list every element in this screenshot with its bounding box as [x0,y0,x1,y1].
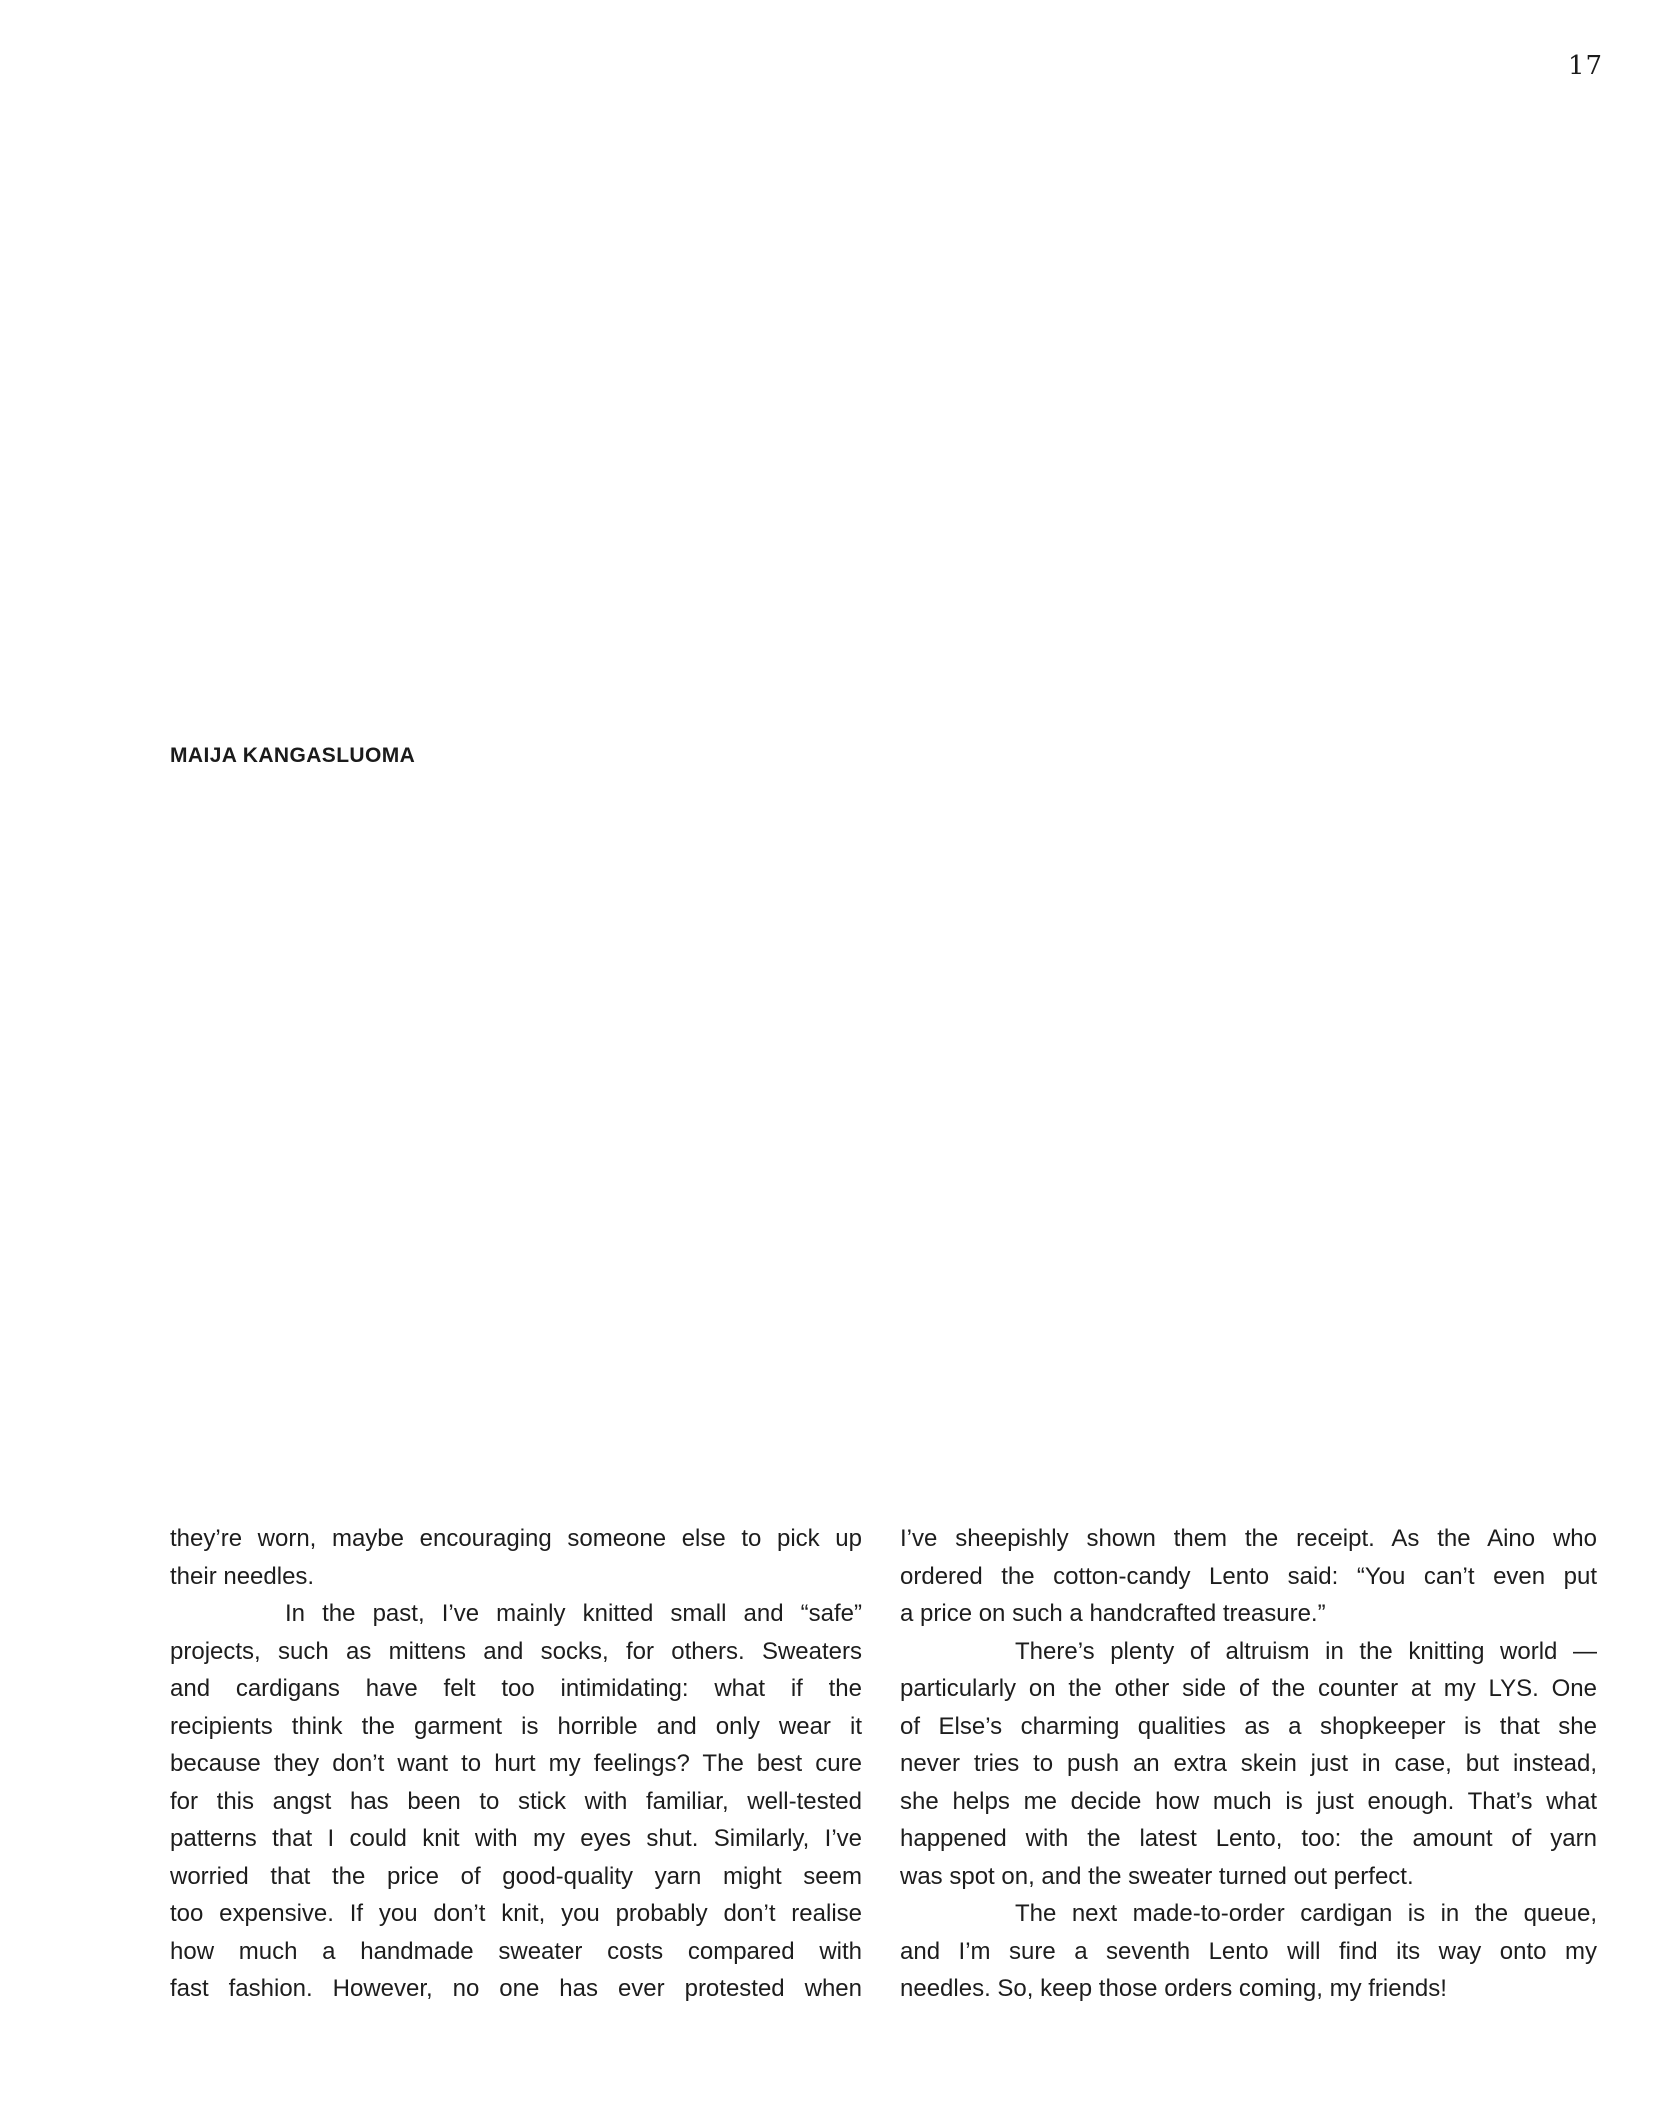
text-line: she helps me decide how much is just enough. That’s what [900,1787,1597,1815]
text-line: of Else’s charming qualities as a shopkeeper is that she [900,1712,1597,1740]
text-column-left [170,1520,862,2008]
article-body [170,1520,1597,2008]
text-line: needles. So, keep those orders coming, my friends! [900,1975,1447,2002]
text-line: a price on such a handcrafted treasure.” [900,1600,1326,1627]
text-line: fast fashion. However, no one has ever protested when [170,1975,862,2002]
text-line: The next made-to-order cardigan is in the queue, [1015,1900,1597,1927]
text-line: happened with the latest Lento, too: the amount of yarn [900,1825,1597,1852]
text-line: because they don’t want to hurt my feelings? The best cure [170,1750,862,1777]
text-line: and I’m sure a seventh Lento will find its way onto my [900,1937,1597,1965]
text-column-right [900,1520,1597,2008]
author-byline: MAIJA KANGASLUOMA [170,744,416,767]
text-line: There’s plenty of altruism in the knitting world — [1015,1637,1597,1665]
text-line: for this angst has been to stick with familiar, well-tested [170,1787,862,1815]
text-line: how much a handmade sweater costs compared with [170,1937,862,1965]
text-line: projects, such as mittens and socks, for others. Sweaters [170,1637,862,1665]
text-line: worried that the price of good-quality yarn might seem [170,1862,862,1890]
text-line: was spot on, and the sweater turned out perfect. [900,1862,1414,1890]
page-number: 17 [1568,51,1604,81]
text-line: never tries to push an extra skein just in case, but instead, [900,1750,1597,1777]
text-line: their needles. [170,1562,315,1590]
text-line: ordered the cotton-candy Lento said: “You can’t even put [900,1562,1597,1590]
text-line: In the past, I’ve mainly knitted small and “safe” [285,1600,862,1627]
text-line: patterns that I could knit with my eyes shut. Similarly, I’ve [170,1825,862,1852]
text-line: and cardigans have felt too intimidating: what if the [170,1675,862,1702]
text-line: recipients think the garment is horrible and only wear it [170,1712,862,1740]
text-line: they’re worn, maybe encouraging someone else to pick up [170,1525,862,1552]
text-line: too expensive. If you don’t knit, you probably don’t realise [170,1900,862,1927]
text-line: particularly on the other side of the counter at my LYS. One [900,1675,1597,1702]
text-line: I’ve sheepishly shown them the receipt. As the Aino who [900,1525,1597,1552]
